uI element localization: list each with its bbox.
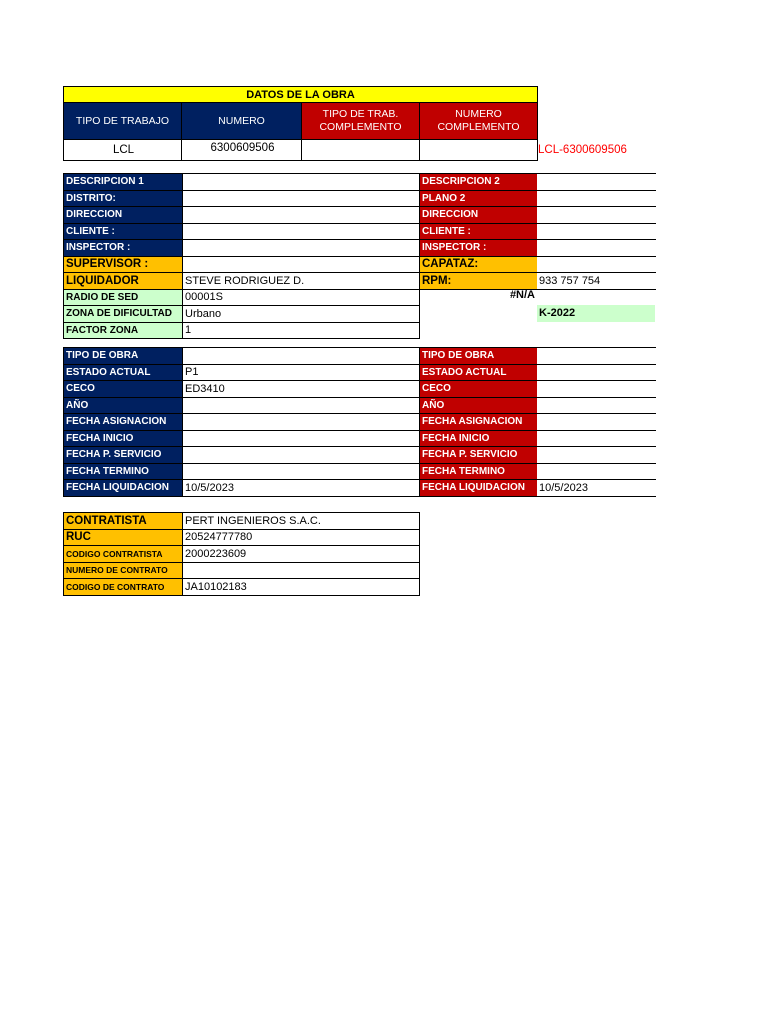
label-right-inspector: INSPECTOR : xyxy=(419,239,538,257)
label-s2-right-fecha-asignacion: FECHA ASIGNACION xyxy=(419,413,538,431)
value-right-capataz[interactable] xyxy=(537,256,656,274)
value-s2-fecha-inicio[interactable] xyxy=(182,430,420,448)
label-s2-fecha-p-servicio: FECHA P. SERVICIO xyxy=(63,446,183,464)
value-contractor-contratista[interactable]: PERT INGENIEROS S.A.C. xyxy=(182,512,420,530)
value-numero[interactable]: 6300609506 xyxy=(181,139,302,161)
value-contractor-ruc[interactable]: 20524777780 xyxy=(182,529,420,547)
label-s2-año: AÑO xyxy=(63,397,183,415)
value-s2-fecha-asignacion[interactable] xyxy=(182,413,420,431)
label-distrito: DISTRITO: xyxy=(63,190,183,208)
value-cliente[interactable] xyxy=(182,223,420,241)
value-supervisor[interactable] xyxy=(182,256,420,274)
label-liquidador: LIQUIDADOR xyxy=(63,272,183,290)
value-contractor-numero-de-contrato[interactable] xyxy=(182,562,420,580)
label-right-cliente: CLIENTE : xyxy=(419,223,538,241)
value-right-descripcion-2[interactable] xyxy=(537,173,656,191)
value-tipo-trab-complemento[interactable] xyxy=(301,139,420,161)
label-right-direccion: DIRECCION xyxy=(419,206,538,224)
value-right-rpm[interactable]: 933 757 754 xyxy=(537,272,656,290)
na-value: #N/A xyxy=(509,289,535,301)
header-numero-complemento: NUMERO COMPLEMENTO xyxy=(419,102,538,140)
label-s2-right-fecha-p-servicio: FECHA P. SERVICIO xyxy=(419,446,538,464)
label-s2-fecha-liquidacion: FECHA LIQUIDACION xyxy=(63,479,183,497)
value-s2-right-fecha-p-servicio[interactable] xyxy=(537,446,656,464)
label-s2-ceco: CECO xyxy=(63,380,183,398)
label-s2-fecha-asignacion: FECHA ASIGNACION xyxy=(63,413,183,431)
label-factor-zona: FACTOR ZONA xyxy=(63,322,183,340)
header-tipo-trab-complemento: TIPO DE TRAB. COMPLEMENTO xyxy=(301,102,420,140)
label-supervisor: SUPERVISOR : xyxy=(63,256,183,274)
label-s2-right-ceco: CECO xyxy=(419,380,538,398)
value-right-plano-2[interactable] xyxy=(537,190,656,208)
value-s2-right-tipo-de-obra[interactable] xyxy=(537,347,656,365)
value-tipo-trabajo[interactable]: LCL xyxy=(63,139,182,161)
value-numero-complemento[interactable] xyxy=(419,139,538,161)
label-contractor-contratista: CONTRATISTA xyxy=(63,512,183,530)
value-s2-fecha-liquidacion[interactable]: 10/5/2023 xyxy=(182,479,420,497)
label-s2-estado-actual: ESTADO ACTUAL xyxy=(63,364,183,382)
value-s2-año[interactable] xyxy=(182,397,420,415)
value-s2-right-fecha-asignacion[interactable] xyxy=(537,413,656,431)
value-liquidador[interactable]: STEVE RODRIGUEZ D. xyxy=(182,272,420,290)
label-cliente: CLIENTE : xyxy=(63,223,183,241)
value-factor-zona[interactable]: 1 xyxy=(182,322,420,340)
label-s2-fecha-inicio: FECHA INICIO xyxy=(63,430,183,448)
label-contractor-numero-de-contrato: NUMERO DE CONTRATO xyxy=(63,562,183,580)
label-radio-de-sed: RADIO DE SED xyxy=(63,289,183,307)
value-s2-fecha-p-servicio[interactable] xyxy=(182,446,420,464)
label-s2-tipo-de-obra: TIPO DE OBRA xyxy=(63,347,183,365)
value-radio-de-sed[interactable]: 00001S xyxy=(182,289,420,307)
label-contractor-ruc: RUC xyxy=(63,529,183,547)
value-descripcion-1[interactable] xyxy=(182,173,420,191)
value-s2-tipo-de-obra[interactable] xyxy=(182,347,420,365)
label-s2-right-tipo-de-obra: TIPO DE OBRA xyxy=(419,347,538,365)
value-s2-estado-actual[interactable]: P1 xyxy=(182,364,420,382)
label-s2-fecha-termino: FECHA TERMINO xyxy=(63,463,183,481)
label-right-plano-2: PLANO 2 xyxy=(419,190,538,208)
value-direccion[interactable] xyxy=(182,206,420,224)
datos-obra-title: DATOS DE LA OBRA xyxy=(63,86,538,103)
value-right-direccion[interactable] xyxy=(537,206,656,224)
value-s2-right-estado-actual[interactable] xyxy=(537,364,656,382)
value-contractor-codigo-de-contrato[interactable]: JA10102183 xyxy=(182,578,420,596)
label-right-descripcion-2: DESCRIPCION 2 xyxy=(419,173,538,191)
code-lcl: LCL-6300609506 xyxy=(538,144,627,156)
value-right-inspector[interactable] xyxy=(537,239,656,257)
k-code: K-2022 xyxy=(537,305,655,322)
value-contractor-codigo-contratista[interactable]: 2000223609 xyxy=(182,545,420,563)
label-contractor-codigo-contratista: CODIGO CONTRATISTA xyxy=(63,545,183,563)
value-s2-right-ceco[interactable] xyxy=(537,380,656,398)
label-inspector: INSPECTOR : xyxy=(63,239,183,257)
label-s2-right-fecha-termino: FECHA TERMINO xyxy=(419,463,538,481)
label-s2-right-año: AÑO xyxy=(419,397,538,415)
label-right-rpm: RPM: xyxy=(419,272,538,290)
label-contractor-codigo-de-contrato: CODIGO DE CONTRATO xyxy=(63,578,183,596)
value-inspector[interactable] xyxy=(182,239,420,257)
value-s2-right-fecha-liquidacion[interactable]: 10/5/2023 xyxy=(537,479,656,497)
value-s2-ceco[interactable]: ED3410 xyxy=(182,380,420,398)
label-right-capataz: CAPATAZ: xyxy=(419,256,538,274)
header-tipo-trabajo: TIPO DE TRABAJO xyxy=(63,102,182,140)
label-s2-right-fecha-liquidacion: FECHA LIQUIDACION xyxy=(419,479,538,497)
header-numero: NUMERO xyxy=(181,102,302,140)
value-zona-de-dificultad[interactable]: Urbano xyxy=(182,305,420,323)
label-s2-right-estado-actual: ESTADO ACTUAL xyxy=(419,364,538,382)
value-right-cliente[interactable] xyxy=(537,223,656,241)
label-descripcion-1: DESCRIPCION 1 xyxy=(63,173,183,191)
value-s2-right-año[interactable] xyxy=(537,397,656,415)
label-zona-de-dificultad: ZONA DE DIFICULTAD xyxy=(63,305,183,323)
value-distrito[interactable] xyxy=(182,190,420,208)
value-s2-right-fecha-termino[interactable] xyxy=(537,463,656,481)
value-s2-fecha-termino[interactable] xyxy=(182,463,420,481)
label-direccion: DIRECCION xyxy=(63,206,183,224)
value-s2-right-fecha-inicio[interactable] xyxy=(537,430,656,448)
label-s2-right-fecha-inicio: FECHA INICIO xyxy=(419,430,538,448)
